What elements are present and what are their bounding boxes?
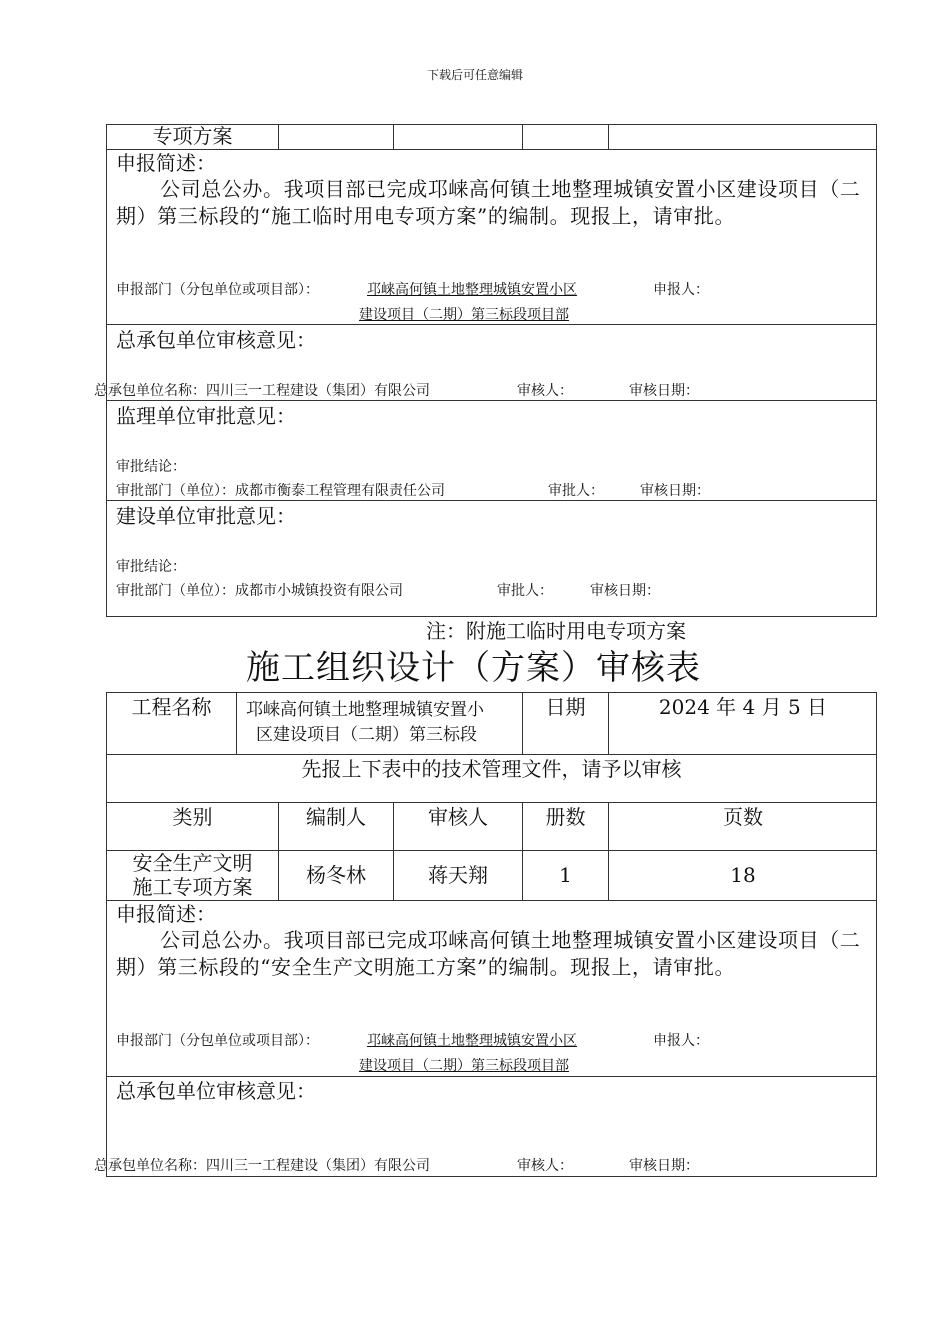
contractor-name: 总承包单位名称：四川三一工程建设（集团）有限公司 [94,383,430,399]
contractor-opinion-heading: 总承包单位审核意见： [116,328,316,352]
form1-col-divider [608,124,609,149]
date-value: 2024 年 4 月 5 日 [658,695,828,719]
supervisor-opinion-heading: 监理单位审批意见： [116,404,296,428]
column-header-category: 类别 [172,805,213,829]
contractor-reviewer-label: 审核人： [517,1158,573,1174]
submitting-dept-label: 申报部门（分包单位或项目部）： [116,282,319,298]
owner-opinion-heading: 建设单位审批意见： [116,504,296,528]
contractor-date-label: 审核日期： [629,383,699,399]
row-pages: 18 [730,863,756,887]
row-reviewer: 蒋天翔 [428,863,488,887]
submitting-dept-line1: 邛崃高何镇土地整理城镇安置小区 [367,1033,577,1049]
submitting-dept-line2: 建设项目（二期）第三标段项目部 [359,1058,569,1074]
row-category-line2: 施工专项方案 [132,875,253,899]
column-header-pages: 页数 [723,805,763,829]
project-name-line2: 区建设项目（二期）第三标段 [256,725,477,745]
form1-row-divider [106,149,877,150]
project-name-label: 工程名称 [131,695,212,719]
submitting-dept-label: 申报部门（分包单位或项目部）： [116,1033,319,1049]
owner-dept: 审批部门（单位）：成都市小城镇投资有限公司 [116,583,403,599]
owner-conclusion-label: 审批结论： [116,559,186,575]
date-label: 日期 [545,695,586,719]
submission-body: 公司总公办。我项目部已完成邛崃高何镇土地整理城镇安置小区建设项目（二期）第三标段的“施工临时用电专项方案”的编制。现报上，请审批。 [116,177,861,228]
form-title: 施工组织设计（方案）审核表 [246,648,701,688]
submission-heading: 申报简述： [116,151,216,175]
supervisor-approver-label: 审批人： [548,483,604,499]
download-note: 下载后可任意编辑 [426,68,523,82]
owner-date-label: 审核日期： [590,583,660,599]
contractor-date-label: 审核日期： [629,1158,699,1174]
row-divider [106,900,877,901]
submission-heading: 申报简述： [116,902,216,926]
attachment-note: 注：附施工临时用电专项方案 [426,619,686,643]
reporter-label: 申报人： [653,282,709,298]
project-name-line1: 邛崃高何镇土地整理城镇安置小 [246,700,484,720]
column-header-author: 编制人 [306,805,366,829]
supervisor-date-label: 审核日期： [640,483,710,499]
form1-col-divider [393,124,394,149]
column-header-volumes: 册数 [545,805,586,829]
row-category-line1: 安全生产文明 [132,851,253,875]
row-author: 杨冬林 [306,863,366,887]
supervisor-conclusion-label: 审批结论： [116,459,186,475]
row-volumes: 1 [559,863,572,887]
submitting-dept-line2: 建设项目（二期）第三标段项目部 [359,307,569,323]
submission-body: 公司总公办。我项目部已完成邛崃高何镇土地整理城镇安置小区建设项目（二期）第三标段的“安全生产文明施工方案”的编制。现报上，请审批。 [116,928,861,979]
form1-col-divider [522,124,523,149]
submitting-dept-line1: 邛崃高何镇土地整理城镇安置小区 [367,282,577,298]
request-text: 先报上下表中的技术管理文件，请予以审核 [301,757,682,781]
category-cell: 专项方案 [152,124,233,148]
contractor-reviewer-label: 审核人： [517,383,573,399]
owner-approver-label: 审批人： [497,583,553,599]
column-header-reviewer: 审核人 [428,805,488,829]
supervisor-dept: 审批部门（单位）：成都市衡泰工程管理有限责任公司 [116,483,445,499]
contractor-opinion-heading: 总承包单位审核意见： [116,1079,316,1103]
form1-col-divider [278,124,279,149]
form2-col-divider [236,692,237,754]
contractor-name: 总承包单位名称：四川三一工程建设（集团）有限公司 [94,1158,430,1174]
reporter-label: 申报人： [653,1033,709,1049]
